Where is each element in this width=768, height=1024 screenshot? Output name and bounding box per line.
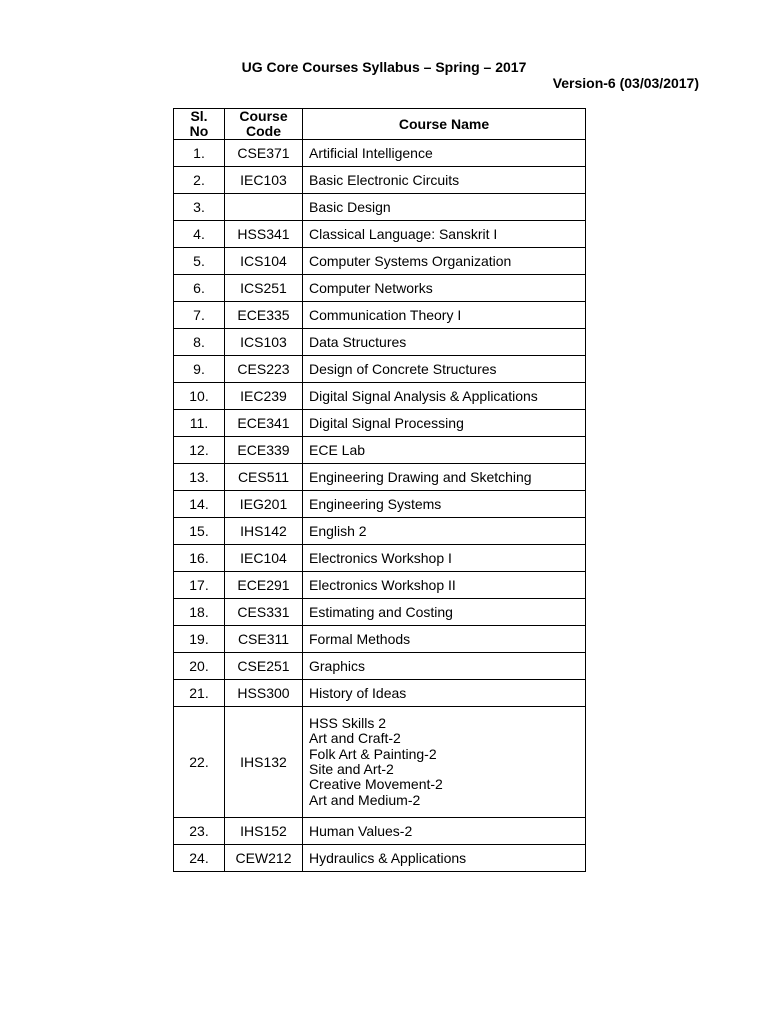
course-code-cell: ECE339	[225, 437, 303, 464]
course-code-cell: IHS132	[225, 707, 303, 818]
sl-no-cell: 15.	[174, 518, 225, 545]
course-name-cell: Basic Design	[303, 194, 586, 221]
course-name-line: Creative Movement-2	[309, 776, 443, 793]
course-name-cell: Digital Signal Processing	[303, 410, 586, 437]
course-code-cell: CES331	[225, 599, 303, 626]
sl-no-cell: 17.	[174, 572, 225, 599]
course-name-cell: Digital Signal Analysis & Applications	[303, 383, 586, 410]
course-code-cell: CES511	[225, 464, 303, 491]
table-row	[174, 653, 586, 680]
course-code-cell: IEC239	[225, 383, 303, 410]
sl-no-cell: 12.	[174, 437, 225, 464]
table-row	[174, 302, 586, 329]
course-code-cell: ECE335	[225, 302, 303, 329]
table-row	[174, 545, 586, 572]
course-code-cell: CES223	[225, 356, 303, 383]
course-name-cell: Hydraulics & Applications	[303, 845, 586, 872]
course-code-cell: CSE371	[225, 140, 303, 167]
course-name-line: HSS Skills 2	[309, 715, 387, 732]
table-row	[174, 680, 586, 707]
table-row	[174, 275, 586, 302]
course-name-cell: Classical Language: Sanskrit I	[303, 221, 586, 248]
sl-no-cell: 9.	[174, 356, 225, 383]
sl-no-cell: 19.	[174, 626, 225, 653]
course-name-cell	[303, 707, 586, 818]
header-sl-no: Sl. No	[174, 109, 225, 140]
table-row	[174, 464, 586, 491]
course-name-cell: Engineering Systems	[303, 491, 586, 518]
sl-no-cell: 23.	[174, 818, 225, 845]
course-name-cell: History of Ideas	[303, 680, 586, 707]
header-course-code: Course Code	[225, 109, 303, 140]
course-code-cell: HSS341	[225, 221, 303, 248]
sl-no-cell: 10.	[174, 383, 225, 410]
course-name-cell: Communication Theory I	[303, 302, 586, 329]
sl-no-cell: 20.	[174, 653, 225, 680]
course-code-cell: CSE311	[225, 626, 303, 653]
course-code-cell: CSE251	[225, 653, 303, 680]
sl-no-cell: 22.	[174, 707, 225, 818]
course-name-cell: Electronics Workshop I	[303, 545, 586, 572]
table-row	[174, 626, 586, 653]
sl-no-cell: 11.	[174, 410, 225, 437]
course-name-cell: Basic Electronic Circuits	[303, 167, 586, 194]
course-code-cell: IEC104	[225, 545, 303, 572]
table-row	[174, 707, 586, 818]
course-name-cell: Estimating and Costing	[303, 599, 586, 626]
table-row	[174, 437, 586, 464]
header-course-name: Course Name	[303, 109, 586, 140]
sl-no-cell: 8.	[174, 329, 225, 356]
course-name-cell: Data Structures	[303, 329, 586, 356]
course-code-cell: ICS251	[225, 275, 303, 302]
table-row	[174, 383, 586, 410]
table-header-row	[174, 109, 586, 140]
course-code-cell: IEC103	[225, 167, 303, 194]
course-name-cell: ECE Lab	[303, 437, 586, 464]
sl-no-cell: 18.	[174, 599, 225, 626]
course-name-cell: Formal Methods	[303, 626, 586, 653]
table-row	[174, 194, 586, 221]
course-name-line: Site and Art-2	[309, 761, 394, 777]
course-code-cell: ICS103	[225, 329, 303, 356]
document-title: UG Core Courses Syllabus – Spring – 2017	[241, 59, 527, 75]
course-name-line: Art and Medium-2	[309, 791, 421, 808]
course-code-cell	[225, 194, 303, 221]
version-label: Version-6 (03/03/2017)	[552, 75, 699, 91]
course-code-cell: ECE291	[225, 572, 303, 599]
courses-table	[173, 108, 586, 872]
table-row	[174, 491, 586, 518]
table-row	[174, 599, 586, 626]
table-row	[174, 221, 586, 248]
course-name-cell: Electronics Workshop II	[303, 572, 586, 599]
course-code-cell: ECE341	[225, 410, 303, 437]
course-name-cell: Graphics	[303, 653, 586, 680]
course-name-cell: English 2	[303, 518, 586, 545]
table-row	[174, 329, 586, 356]
table-row	[174, 356, 586, 383]
course-name-cell: Design of Concrete Structures	[303, 356, 586, 383]
table-row	[174, 845, 586, 872]
course-code-cell: CEW212	[225, 845, 303, 872]
sl-no-cell: 14.	[174, 491, 225, 518]
course-code-cell: IHS152	[225, 818, 303, 845]
course-name-cell: Computer Systems Organization	[303, 248, 586, 275]
sl-no-cell: 24.	[174, 845, 225, 872]
sl-no-cell: 4.	[174, 221, 225, 248]
course-name-line: Folk Art & Painting-2	[309, 745, 437, 762]
table-row	[174, 248, 586, 275]
course-name-line: Art and Craft-2	[309, 730, 401, 747]
table-row	[174, 167, 586, 194]
sl-no-cell: 6.	[174, 275, 225, 302]
course-code-cell: IHS142	[225, 518, 303, 545]
course-name-cell: Artificial Intelligence	[303, 140, 586, 167]
table-row	[174, 410, 586, 437]
sl-no-cell: 21.	[174, 680, 225, 707]
table-row	[174, 818, 586, 845]
sl-no-cell: 2.	[174, 167, 225, 194]
sl-no-cell: 3.	[174, 194, 225, 221]
table-row	[174, 572, 586, 599]
sl-no-cell: 16.	[174, 545, 225, 572]
course-code-cell: IEG201	[225, 491, 303, 518]
table-row	[174, 518, 586, 545]
course-name-cell: Engineering Drawing and Sketching	[303, 464, 586, 491]
course-name-cell: Human Values-2	[303, 818, 586, 845]
sl-no-cell: 5.	[174, 248, 225, 275]
course-code-cell: ICS104	[225, 248, 303, 275]
sl-no-cell: 1.	[174, 140, 225, 167]
course-name-cell: Computer Networks	[303, 275, 586, 302]
course-code-cell: HSS300	[225, 680, 303, 707]
sl-no-cell: 7.	[174, 302, 225, 329]
sl-no-cell: 13.	[174, 464, 225, 491]
table-row	[174, 140, 586, 167]
